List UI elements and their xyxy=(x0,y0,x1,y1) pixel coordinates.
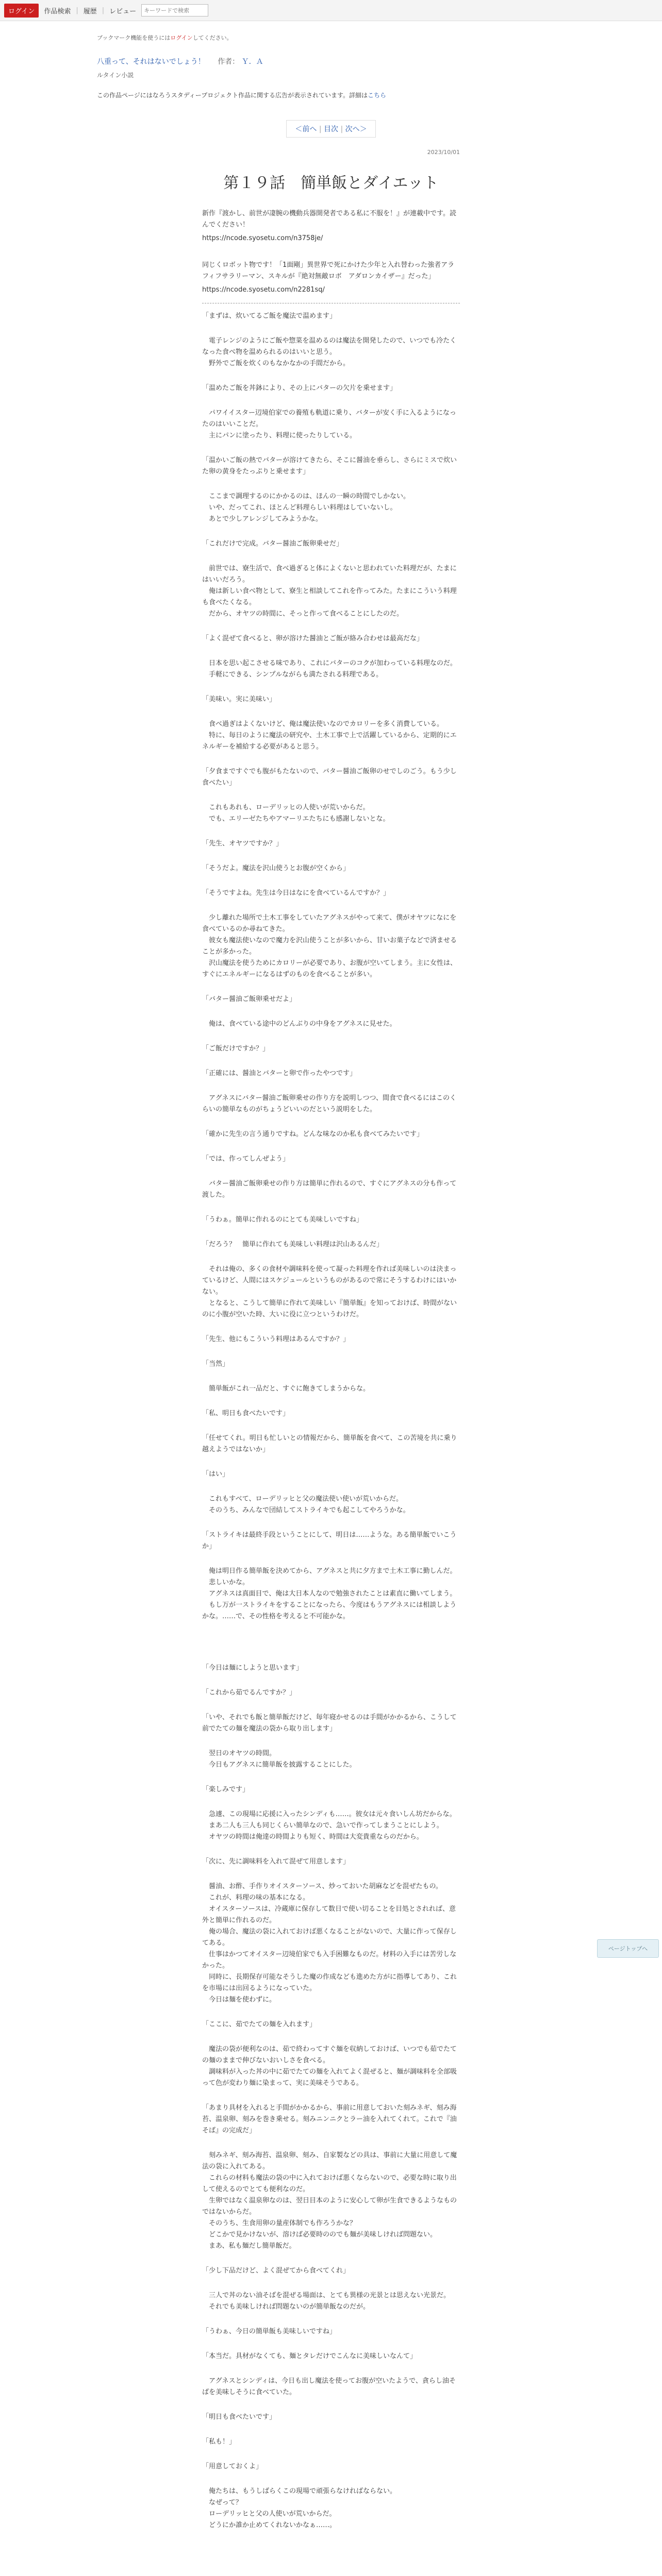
blank-line xyxy=(202,1419,460,1433)
body-paragraph: 刻みネギ、刻み海苔、温泉卵、刻み、自家製などの具は、事前に大量に用意して魔法の袋に入れてある。 xyxy=(202,2151,457,2171)
body-paragraph: 前世では、寮生活で、食べ過ぎると体によくないと思われていた料理だが、たまにはいいだろう。 xyxy=(202,565,457,584)
blank-line xyxy=(202,1226,460,1239)
blank-line xyxy=(202,2313,460,2326)
preface xyxy=(202,208,460,296)
blank-line xyxy=(202,2448,460,2461)
body-paragraph: 醤油、お酢、手作りオイスターソース、炒っておいた胡麻などを混ぜたもの。 xyxy=(202,1883,442,1890)
nav-divider: | xyxy=(102,6,105,14)
body-paragraph: 「少し下品だけど、よく混ぜてから食べてくれ」 xyxy=(202,2267,350,2275)
body-paragraph: 「任せてくれ。明日も忙しいとの情報だから、簡単飯を食べて、この苦境を共に乗り越えようではないか」 xyxy=(202,1434,457,1453)
episode-date: 2023/10/01 xyxy=(427,149,460,156)
body-paragraph: 日本を思い起こさせる味であり、これにバターのコクが加わっている料理なのだ。 xyxy=(202,659,457,667)
body-paragraph: 「あまり具材を入れると手間がかかるから、事前に用意しておいた刻みネギ、刻み海苔、温泉卵、刻みを巻き乗せる。刻みニンニクとラー油を入れてくれて。これで『油そば』の完成だ」 xyxy=(202,2104,457,2134)
blank-line xyxy=(202,1345,460,1359)
blank-line xyxy=(202,980,460,994)
body-paragraph: 「明日も食べたいです」 xyxy=(202,2413,276,2421)
body-paragraph: 「確かに先生の言う通りですね。どんな味なのか私も食べてみたいです」 xyxy=(202,1130,424,1138)
body-paragraph: 俺の場合、魔法の袋に入れておけば悪くなることがないので、大量に作って保存してある。 xyxy=(202,1928,457,1947)
blank-line xyxy=(202,442,460,455)
author-label: 作者： xyxy=(218,58,240,66)
blank-line xyxy=(202,789,460,802)
body-paragraph: なぜって？ xyxy=(202,2499,242,2506)
body-paragraph: 電子レンジのようにご飯や惣菜を温めるのは魔法を開発したので、いつでも冷たくなった食べ物を温められるのはいいと思う。 xyxy=(202,337,457,356)
body-paragraph: 「当然」 xyxy=(202,1360,229,1368)
body-paragraph: そのうち、生食用卵の量産体制でも作ろうかな？ xyxy=(202,2219,357,2227)
blank-line xyxy=(202,1480,460,1494)
body-paragraph: 三人で丼のない油そばを混ぜる場面は、とても異様の光景とは思えない光景だ。 xyxy=(202,2292,451,2299)
notice-text: ブックマーク機能を使うには xyxy=(97,35,171,41)
body-paragraph: 「今日は麺にしようと思います」 xyxy=(202,1664,303,1672)
body-paragraph: 「温めたご飯を丼鉢により、その上にバターの欠片を乗せます」 xyxy=(202,384,397,392)
body-paragraph: 「そうだよ。魔法を沢山使うとお腹が空くから」 xyxy=(202,865,350,872)
body-paragraph: まあ、私も麺だし簡単飯だ。 xyxy=(202,2242,296,2250)
blank-line xyxy=(202,2398,460,2412)
body-paragraph: それは俺の、多くの食材や調味料を使って凝った料理を作れば美味しいのは決まっているけど、人間にはスケジュールというものがあるので常にそうするわけにはいかない。 xyxy=(202,1265,457,1296)
body-paragraph: 魔法の袋が便利なのは、茹で終わってすぐ麺を収納しておけば、いつでも茹でたての麺のままで伸びないおいしさを食べる。 xyxy=(202,2045,457,2064)
blank-line xyxy=(202,1055,460,1068)
episode-main xyxy=(202,149,460,2531)
body-paragraph: どうにか誰か止めてくれないかなぁ……。 xyxy=(202,2521,337,2529)
body-paragraph: ローデリッヒと父の人使いが荒いからだ。 xyxy=(202,2510,336,2518)
body-paragraph: 彼女も魔法使いなので魔力を沢山使うことが多いから、甘いお菓子などで済ませることが多かった。 xyxy=(202,937,457,956)
blank-line xyxy=(202,705,460,719)
body-paragraph: 「はい」 xyxy=(202,1470,229,1478)
body-paragraph: 簡単飯がこれ一品だと、すぐに飽きてしまうからな。 xyxy=(202,1385,370,1393)
body-paragraph: 「ここに、茹でたての麺を入れます」 xyxy=(202,2021,317,2028)
blank-line xyxy=(202,1622,460,1636)
blank-line xyxy=(202,1516,460,1530)
page-top-button[interactable]: ページトップへ xyxy=(597,1939,659,1958)
blank-line xyxy=(202,753,460,766)
body-paragraph: 調味料が入った丼の中に茹でたての麺を入れてよく混ぜると、麺が調味料を全部吸って色が変わり麺に染まって、実に美味そうである。 xyxy=(202,2068,457,2087)
ad-caution xyxy=(97,91,662,99)
episode-pager xyxy=(0,120,662,138)
sub-author: ルタイン小説 xyxy=(97,72,134,79)
episode-body xyxy=(202,311,460,2531)
body-paragraph: まあ二人も三人も同じくらい簡単なので、急いで作ってしまうことにしよう。 xyxy=(202,1822,443,1829)
blank-line xyxy=(202,1140,460,1154)
body-paragraph: 急遽、この現場に応援に入ったシンディも……。彼女は元々食いしん坊だからな。 xyxy=(202,1810,456,1818)
nav-item-review[interactable]: レビュー xyxy=(109,7,137,15)
body-paragraph: 同時に、長期保存可能なそうした魔の作成なども進めた方がに指導してあり、これを市場には出回るようになっていた。 xyxy=(202,1973,457,1992)
episode-title: 第１９話 簡単飯とダイエット xyxy=(223,174,439,192)
blank-line xyxy=(202,899,460,912)
body-paragraph: 主にパンに塗ったり、料理に使ったりしている。 xyxy=(202,432,357,439)
body-paragraph: いや、だってこれ、ほとんど料理らしい料理はしていないし。 xyxy=(202,504,397,512)
body-paragraph: これが、料理の味の基本になる。 xyxy=(202,1894,310,1902)
next-link[interactable]: 次へ＞ xyxy=(345,125,367,133)
notice-tail: してください。 xyxy=(192,35,233,41)
blank-line xyxy=(202,2337,460,2351)
body-paragraph: パワイイスター辺境伯家での養殖も軌道に乗り、バターが安く手に入るようになったのはいいことだ。 xyxy=(202,409,456,428)
blank-line xyxy=(202,1674,460,1687)
nav-divider: | xyxy=(76,6,78,14)
blank-line xyxy=(202,322,460,335)
blank-line xyxy=(202,2362,460,2376)
body-paragraph: 食べ過ぎはよくないけど、俺は魔法使いなのでカロリーを多く消費している。 xyxy=(202,720,444,728)
body-paragraph: 翌日のオヤツの時間。 xyxy=(202,1750,276,1757)
body-paragraph: 沢山魔法を使うためにカロリーが必要であり、お腹が空いてしまう。主に女性は、すぐにエネルギーになるはずのものを食べることが多い。 xyxy=(202,959,457,978)
body-paragraph: 「だろう？ 簡単に作れても美味しい料理は沢山あるんだ」 xyxy=(202,1241,384,1248)
body-paragraph: アグネスとシンディは、今日も出し魔法を使ってお腹が空いたようで、貪らし油そばを美味しそうに食べていた。 xyxy=(202,2377,456,2396)
body-paragraph: 俺は明日作る簡単飯を決めてから、アグネスと共に夕方まで土木工事に勤しんだ。 xyxy=(202,1567,457,1575)
nav-item-search[interactable]: 作品検索 xyxy=(44,7,71,15)
blank-line xyxy=(202,2137,460,2150)
body-paragraph: 「バター醤油ご飯卵乗せだよ」 xyxy=(202,995,296,1003)
index-link[interactable]: 目次 xyxy=(324,125,338,133)
body-paragraph: 手軽にできる、シンプルながらも満たされる料理である。 xyxy=(202,671,383,679)
body-paragraph: アグネスにバター醤油ご飯卵乗せの作り方を説明しつつ、間食で食べるにはこのくらいの簡単なものがちょうどいいのだという説明をした。 xyxy=(202,1094,456,1113)
body-paragraph: 「次に、先に調味料を入れて混ぜて用意します」 xyxy=(202,1858,350,1866)
body-paragraph: 「私、明日も食べたいです」 xyxy=(202,1410,290,1417)
blank-line xyxy=(202,620,460,633)
blank-line xyxy=(202,1030,460,1043)
work-title[interactable]: 八重って、それはないでしょう！ xyxy=(97,58,205,66)
blank-line xyxy=(202,645,460,658)
preface-url[interactable]: https://ncode.syosetu.com/n2281sq/ xyxy=(202,286,325,294)
body-paragraph: 生卵ではなく温泉卵なのは、翌日目本のように安心して卵が生食できるようなものではないからだ。 xyxy=(202,2197,457,2216)
blank-line xyxy=(202,550,460,563)
body-paragraph: 「先生、オヤツですか？」 xyxy=(202,840,283,848)
body-paragraph: どこかで見かけないが、溶けば必要時ののでも麺が美味しければ問題ない。 xyxy=(202,2231,437,2239)
body-paragraph: 「正確には、醤油とバターと卵で作ったやつです」 xyxy=(202,1070,357,1077)
body-paragraph: 今日もアグネスに簡単飯を披露することにした。 xyxy=(202,1761,356,1769)
blank-line xyxy=(202,1795,460,1809)
blank-line xyxy=(202,394,460,408)
blank-line xyxy=(202,681,460,694)
body-paragraph: 「楽しみです」 xyxy=(202,1786,250,1793)
body-paragraph: 「本当だ。具材がなくても、麺とタレだけでこんなに美味しいなんて」 xyxy=(202,2352,417,2360)
blank-line xyxy=(202,825,460,838)
work-title-link[interactable] xyxy=(97,56,662,66)
body-paragraph: 俺たちは、もうしばらくこの現場で頑張らなければならない。 xyxy=(202,2487,397,2495)
body-paragraph: 「これだけで完成。バター醤油ご飯卵乗せだ」 xyxy=(202,540,343,548)
body-paragraph: そのうち、みんなで団結してストライキでも起こしてやろうかな。 xyxy=(202,1506,410,1514)
bookmark-notice xyxy=(97,33,662,42)
blank-line xyxy=(202,1699,460,1712)
blank-line xyxy=(202,1868,460,1881)
prev-link[interactable]: ＜前へ xyxy=(295,125,317,133)
blank-line xyxy=(202,1370,460,1383)
body-paragraph: これもあれも、ローデリッヒの人使いが荒いからだ。 xyxy=(202,804,370,811)
blank-line xyxy=(202,2252,460,2265)
body-paragraph: 野外でご飯を炊くのもなかなかの手間だから。 xyxy=(202,360,350,367)
caution-link[interactable]: こちら xyxy=(368,92,387,99)
blank-line xyxy=(202,850,460,863)
blank-line xyxy=(202,2030,460,2044)
pager-group xyxy=(286,120,375,138)
blank-line xyxy=(202,1636,460,1649)
body-paragraph: オヤツの時間は俺達の時間よりも短く、時間は大変貴重ならのだから。 xyxy=(202,1833,423,1841)
body-paragraph: 「よく混ぜて食べると、卵が溶けた醤油とご飯が絡み合わせは最高だな」 xyxy=(202,635,424,642)
body-paragraph: 「私も！」 xyxy=(202,2438,236,2446)
blank-line xyxy=(202,1455,460,1469)
blank-line xyxy=(202,1115,460,1129)
body-paragraph: 「うわぁ、今日の簡単飯も美味しいですね」 xyxy=(202,2328,336,2335)
notice-login-link[interactable]: ログイン xyxy=(170,35,193,41)
blank-line xyxy=(202,1079,460,1093)
body-paragraph: 仕事はかつてオイスター辺境伯家でも入手困難なものだ。材料の入手には苦労しなかった。 xyxy=(202,1951,457,1970)
body-paragraph: 「温かいご飯の熱でバターが溶けてきたら、そこに醤油を垂らし、さらにミスで炊いた卵の黄身をたっぷりと乗せます」 xyxy=(202,456,457,476)
body-paragraph: バター醤油ご飯卵乗せの作り方は簡単に作れるので、すぐにアグネスの分も作って渡した。 xyxy=(202,1180,457,1199)
pager-divider: | xyxy=(340,125,345,133)
body-paragraph: 「いや、それでも飯と簡単飯だけど、毎年寝かせるのは手間がかかるから、こうして前でたての麺を魔法の袋から取り出します」 xyxy=(202,1714,457,1733)
body-paragraph: ここまで調理するのにかかるのは、ほんの一瞬の時間でしかない。 xyxy=(202,493,410,500)
blank-line xyxy=(202,1201,460,1214)
search-input[interactable] xyxy=(141,4,208,16)
body-paragraph: 悲しいかな。 xyxy=(202,1579,250,1586)
pager-divider: | xyxy=(319,125,324,133)
body-paragraph: でも、エリーゼたちやアマーリエたちにも感謝しないとな。 xyxy=(202,815,390,823)
blank-line xyxy=(202,1552,460,1566)
body-paragraph: あとで少しアレンジしてみようかな。 xyxy=(202,515,322,523)
blank-line xyxy=(202,1320,460,1334)
body-paragraph: それでも美味しければ問題ないのが簡単飯なのだが。 xyxy=(202,2303,370,2311)
body-paragraph: 「夕食まですぐでも腹がもたないので、バター醤油ご飯卵のせでしのごう。もう少し食べたい」 xyxy=(202,768,457,787)
body-paragraph: 「ストライキは最終手段ということにして、明日は……ような。ある簡単飯でいこうか」 xyxy=(202,1531,457,1550)
body-paragraph: 「では、作ってしんぜよう」 xyxy=(202,1155,290,1163)
body-paragraph: 「ご飯だけですか？」 xyxy=(202,1045,270,1053)
body-paragraph: 「そうですよね。先生は今日はなにを食べているんですか？」 xyxy=(202,889,390,897)
author-link[interactable]: Ｙ．Ａ xyxy=(241,58,263,66)
body-paragraph: もし万が一ストライキをすることになったら、今度はもうアグネスには相談しようかな。……で、その性格を考えると不可能かな。 xyxy=(202,1601,457,1620)
body-paragraph: これらの材料も魔法の袋の中に入れておけば悪くならないので、必要な時に取り出して使えるのでとても便利なのだ。 xyxy=(202,2174,457,2193)
body-paragraph: 俺は新しい食べ物として、寮生と相談してこれを作ってみた。たまにこういう料理も食べたくなる。 xyxy=(202,587,457,606)
body-paragraph: 特に、毎日のように魔法の研究や、土木工事で上で活躍しているから、定期的にエネルギーを補給する必要があると思う。 xyxy=(202,732,457,751)
blank-line xyxy=(202,2089,460,2103)
top-navbar xyxy=(0,0,662,21)
novel-header xyxy=(0,21,662,99)
preface-url[interactable]: https://ncode.syosetu.com/n3758je/ xyxy=(202,234,323,242)
body-paragraph: 今日は麺を使わずに。 xyxy=(202,1996,276,2004)
body-paragraph: 「美味い。実に美味い」 xyxy=(202,696,276,703)
body-paragraph: 「これから茹でるんですか？」 xyxy=(202,1689,296,1697)
blank-line xyxy=(202,2277,460,2290)
body-paragraph: オイスターソースは、冷蔵庫に保存して数日で使い切ることを目処とされれば、意外と簡単に作れるのだ。 xyxy=(202,1905,456,1924)
blank-line xyxy=(202,1250,460,1264)
blank-line xyxy=(202,2472,460,2486)
body-paragraph: だから、オヤツの時間に、そっと作って食べることにしたのだ。 xyxy=(202,610,404,618)
preface-line: 同じくロボット物です！「1面剛」異世界で死にかけた少年と入れ替わった強者アラフィフサラリーマン、スキルが『絶対無敵ロボ アダロンカイザー』だった」 xyxy=(202,261,455,280)
body-paragraph: アグネスは真面目で、俺は大日本人なので勉強されたことは素直に働いてしまう。 xyxy=(202,1590,457,1598)
body-paragraph: 「うわぁ。簡単に作れるのにとても美味しいですね」 xyxy=(202,1216,363,1224)
body-paragraph: 「先生、他にもこういう料理はあるんですか？」 xyxy=(202,1335,350,1343)
blank-line xyxy=(202,2006,460,2019)
body-paragraph: 「まずは、炊いてるご飯を魔法で温めます」 xyxy=(202,312,337,320)
body-paragraph: 俺は、食べている途中のどんぶりの中身をアグネスに見せた。 xyxy=(202,1020,396,1028)
blank-line xyxy=(202,478,460,491)
blank-line xyxy=(202,1165,460,1178)
body-paragraph: 「用意しておくよ」 xyxy=(202,2463,263,2470)
blank-line xyxy=(202,1843,460,1856)
blank-line xyxy=(202,369,460,383)
body-paragraph: これもすべて、ローデリッヒと父の魔法使い使いが荒いからだ。 xyxy=(202,1495,403,1503)
nav-item-history[interactable]: 履歴 xyxy=(83,7,97,15)
blank-line xyxy=(202,1649,460,1663)
blank-line xyxy=(202,1005,460,1019)
caution-text: この作品ページにはなろうスタディープロジェクト作品に関する広告が表示されています。詳細は xyxy=(97,92,368,99)
preface-line: 新作『渡かし、前世が凄腕の機動兵器開発者である私に不服を！』が連載中です。読んでください！ xyxy=(202,210,456,229)
body-paragraph: となると、こうして簡単に作れて美味しい『簡単飯』を知っておけば、時間がないのに小腹が空いた時、大いに役に立つというわけだ。 xyxy=(202,1299,457,1318)
blank-line xyxy=(202,874,460,888)
blank-line xyxy=(202,1771,460,1784)
blank-line xyxy=(202,525,460,538)
body-paragraph: 少し離れた場所で土木工事をしていたアグネスがやって来て、僕がオヤツになにを食べているのか尋ねてきた。 xyxy=(202,914,457,933)
blank-line xyxy=(202,1735,460,1748)
blank-line xyxy=(202,1395,460,1408)
login-button[interactable]: ログイン xyxy=(4,4,39,18)
blank-line xyxy=(202,2423,460,2436)
